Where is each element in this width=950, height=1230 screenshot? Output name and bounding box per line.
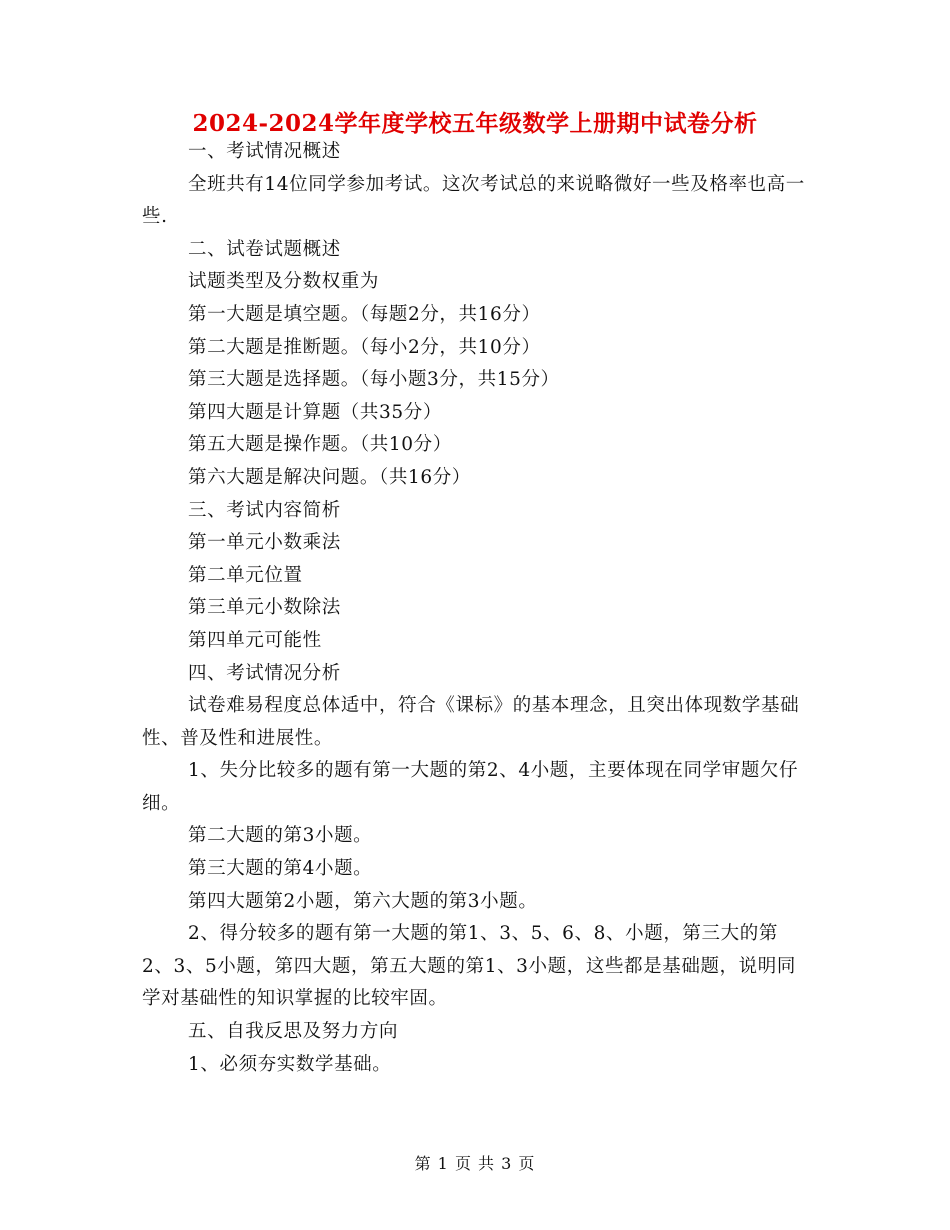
- list-item: 第四大题第2小题，第六大题的第3小题。: [188, 890, 538, 912]
- list-item: 第二大题是推断题。（每小2分，共10分）: [188, 336, 541, 358]
- list-item: 第三单元小数除法: [188, 597, 341, 619]
- section-heading: 三、考试内容简析: [188, 499, 341, 521]
- list-item: 第二单元位置: [188, 564, 303, 586]
- list-item: 第一大题是填空题。（每题2分，共16分）: [188, 303, 541, 325]
- paragraph: 试题类型及分数权重为: [188, 271, 380, 293]
- section-heading: 一、考试情况概述: [188, 141, 341, 162]
- paragraph: 2、得分较多的题有第一大题的第1、3、5、6、8、小题，第三大的第2、3、5小题，第四大题，第五大题的第1、3小题，这些都是基础题，说明同学对基础性的知识掌握的比较牢固。: [142, 923, 796, 1010]
- section-heading: 二、试卷试题概述: [188, 238, 341, 260]
- page-footer: 第 1 页 共 3 页: [414, 1154, 536, 1173]
- document-body: [142, 136, 806, 1081]
- list-item: 第三大题的第4小题。: [188, 858, 373, 880]
- section-heading: 五、自我反思及努力方向: [188, 1021, 399, 1043]
- document-title: 2024-2024学年度学校五年级数学上册期中试卷分析: [192, 110, 758, 137]
- paragraph: 1、失分比较多的题有第一大题的第2、4小题，主要体现在同学审题欠仔细。: [142, 760, 799, 814]
- paragraph: 全班共有14位同学参加考试。这次考试总的来说略微好一些及格率也高一些.: [142, 173, 805, 228]
- list-item: 第一单元小数乘法: [188, 532, 341, 554]
- list-item: 第四单元可能性: [188, 629, 322, 651]
- section-heading: 四、考试情况分析: [188, 662, 341, 684]
- paragraph: 试卷难易程度总体适中，符合《课标》的基本理念，且突出体现数学基础性、普及性和进展性。: [142, 695, 800, 749]
- list-item: 第二大题的第3小题。: [188, 825, 373, 847]
- list-item: 第六大题是解决问题。（共16分）: [188, 466, 471, 488]
- list-item: 第五大题是操作题。（共10分）: [188, 434, 452, 456]
- list-item: 第三大题是选择题。（每小题3分，共15分）: [188, 369, 560, 391]
- list-item: 第四大题是计算题（共35分）: [188, 401, 442, 423]
- paragraph: 1、必须夯实数学基础。: [188, 1053, 392, 1075]
